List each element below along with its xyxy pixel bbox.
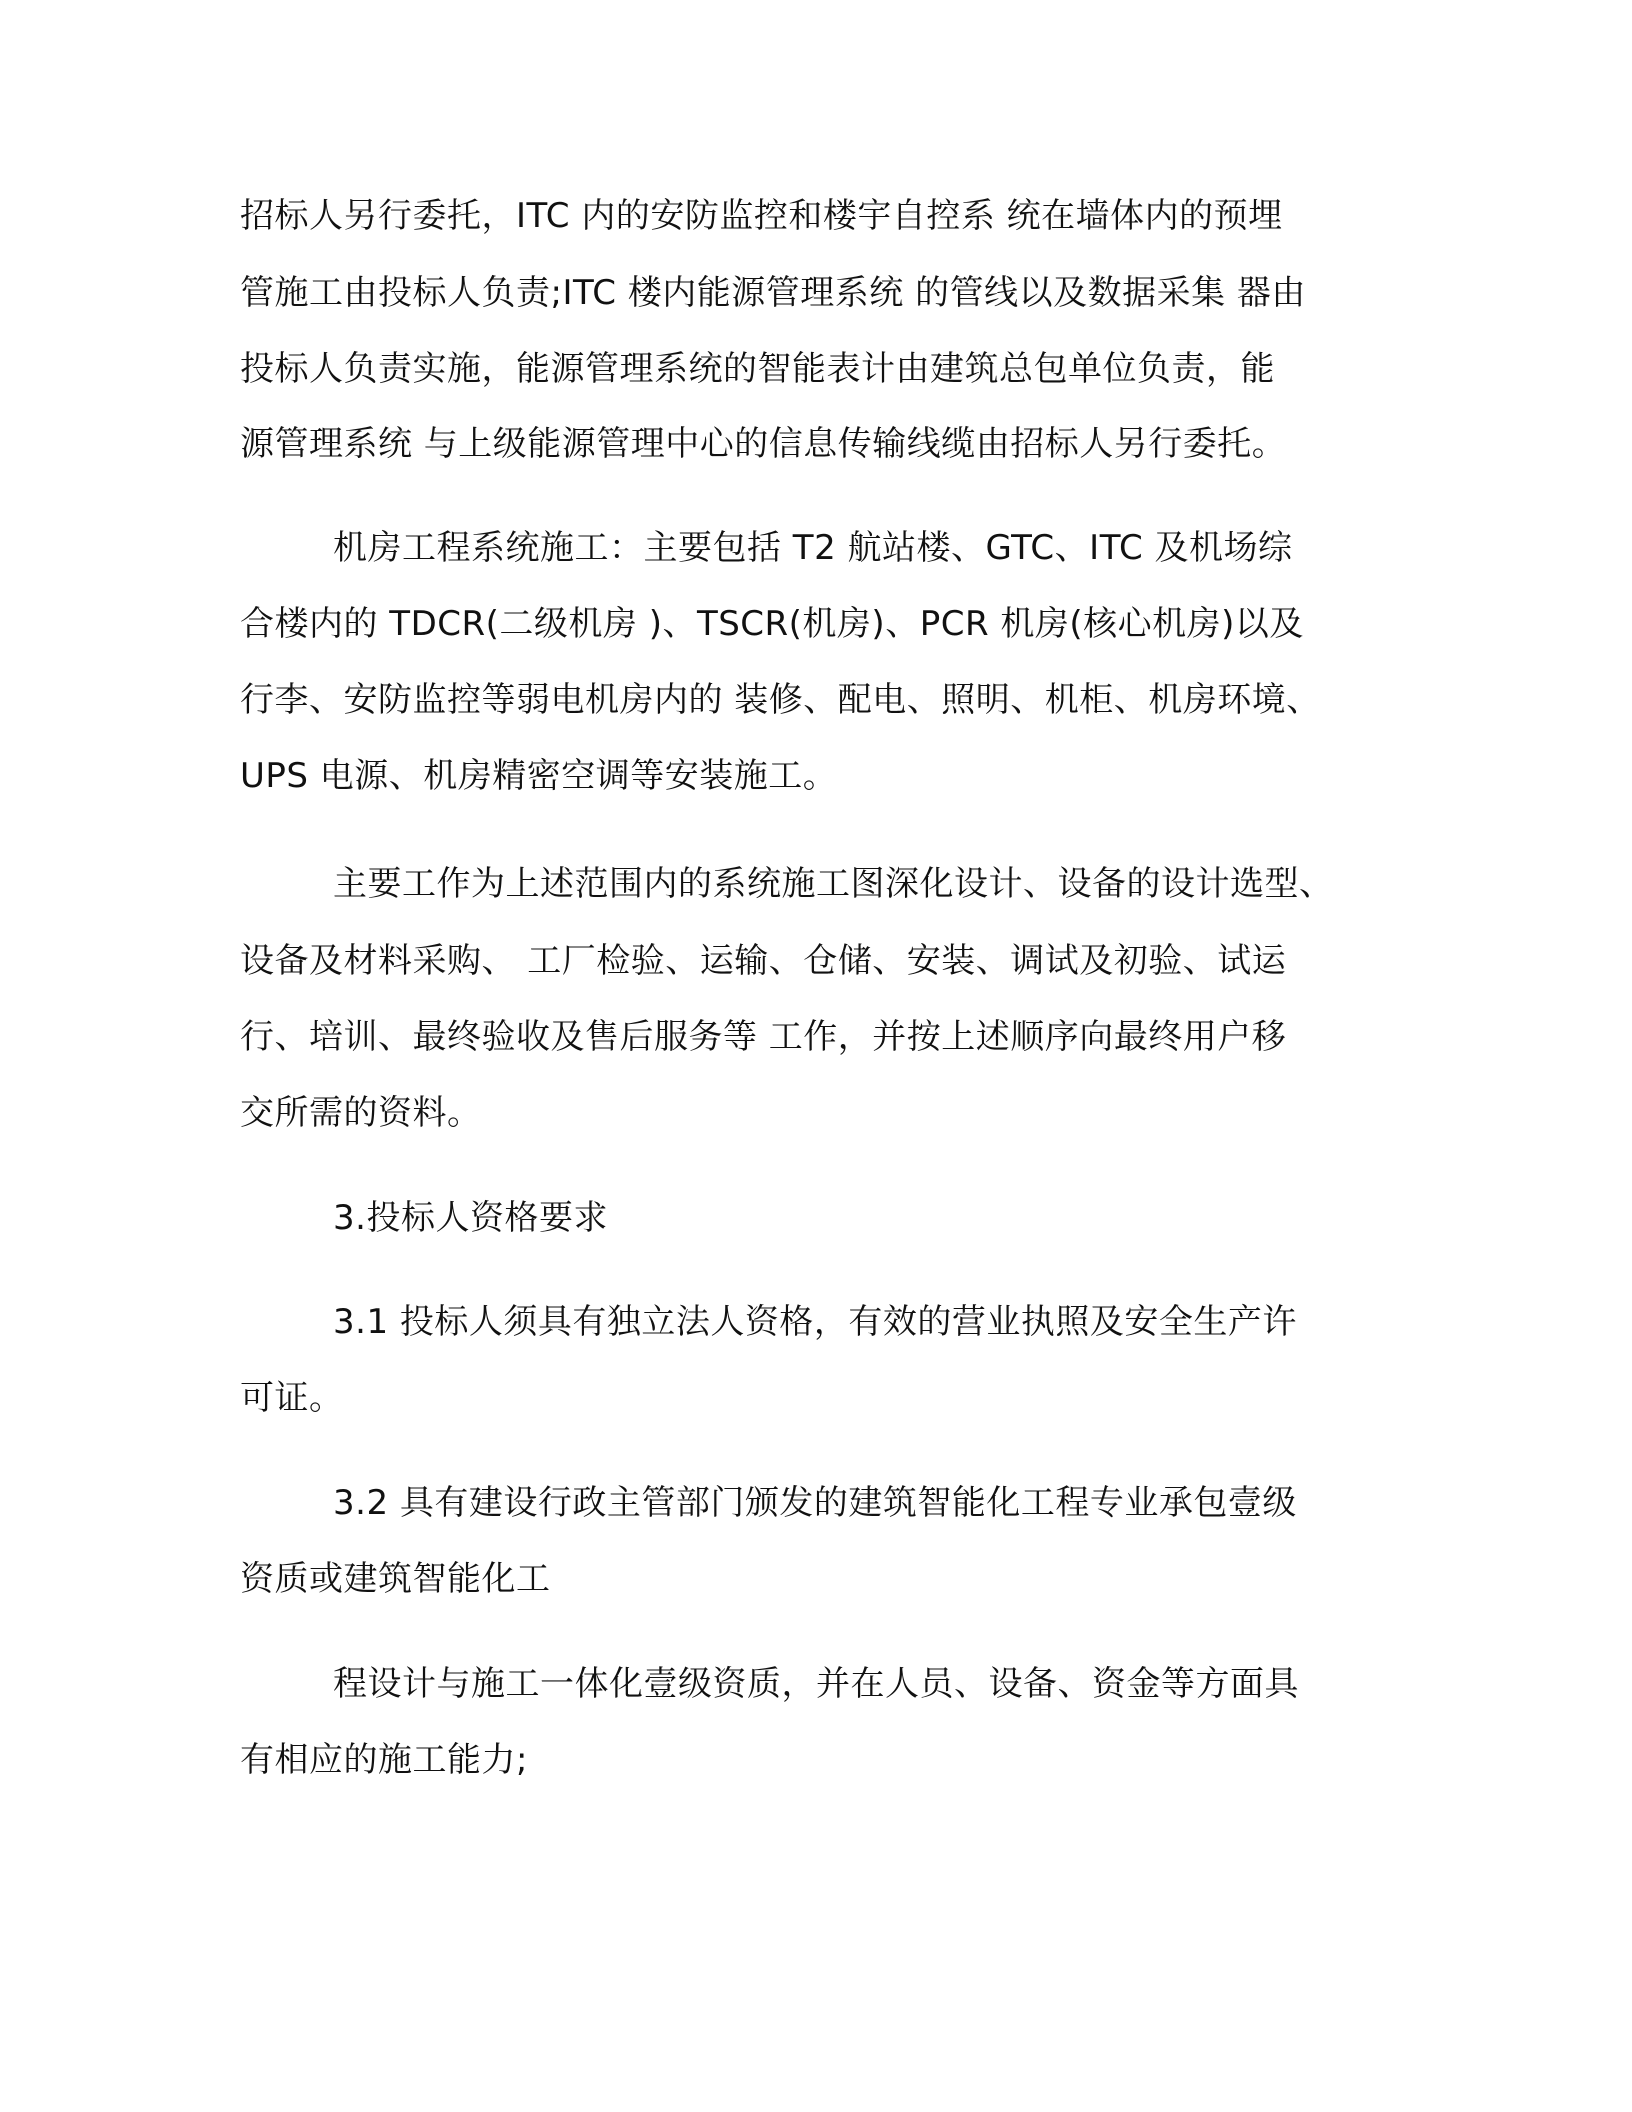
- text-line: 3.2 具有建设行政主管部门颁发的建筑智能化工程专业承包壹级: [333, 1483, 1297, 1523]
- text-line: 3.1 投标人须具有独立法人资格，有效的营业执照及安全生产许: [333, 1302, 1297, 1342]
- text-line: 合楼内的 TDCR(二级机房 )、TSCR(机房)、PCR 机房(核心机房)以及: [240, 604, 1304, 644]
- text-line: 设备及材料采购、 工厂检验、运输、仓储、安装、调试及初验、试运: [240, 941, 1287, 981]
- text-line: 机房工程系统施工：主要包括 T2 航站楼、GTC、ITC 及机场综: [333, 528, 1293, 568]
- section-heading: 3.投标人资格要求: [333, 1198, 608, 1238]
- text-line: 行李、安防监控等弱电机房内的 装修、配电、照明、机柜、机房环境、: [240, 680, 1321, 720]
- text-line: 源管理系统 与上级能源管理中心的信息传输线缆由招标人另行委托。: [240, 424, 1287, 464]
- text-line: 主要工作为上述范围内的系统施工图深化设计、设备的设计选型、: [333, 864, 1334, 904]
- text-line: 交所需的资料。: [240, 1093, 482, 1133]
- text-line: 资质或建筑智能化工: [240, 1559, 551, 1599]
- text-line: UPS 电源、机房精密空调等安装施工。: [240, 756, 838, 796]
- text-line: 管施工由投标人负责;ITC 楼内能源管理系统 的管线以及数据采集 器由: [240, 273, 1306, 313]
- text-line: 程设计与施工一体化壹级资质，并在人员、设备、资金等方面具: [333, 1664, 1299, 1704]
- text-line: 有相应的施工能力;: [240, 1740, 528, 1780]
- text-line: 可证。: [240, 1378, 344, 1418]
- text-line: 招标人另行委托，ITC 内的安防监控和楼宇自控系 统在墙体内的预埋: [240, 196, 1283, 236]
- text-line: 投标人负责实施，能源管理系统的智能表计由建筑总包单位负责，能: [240, 349, 1275, 389]
- text-line: 行、培训、最终验收及售后服务等 工作，并按上述顺序向最终用户移: [240, 1017, 1287, 1057]
